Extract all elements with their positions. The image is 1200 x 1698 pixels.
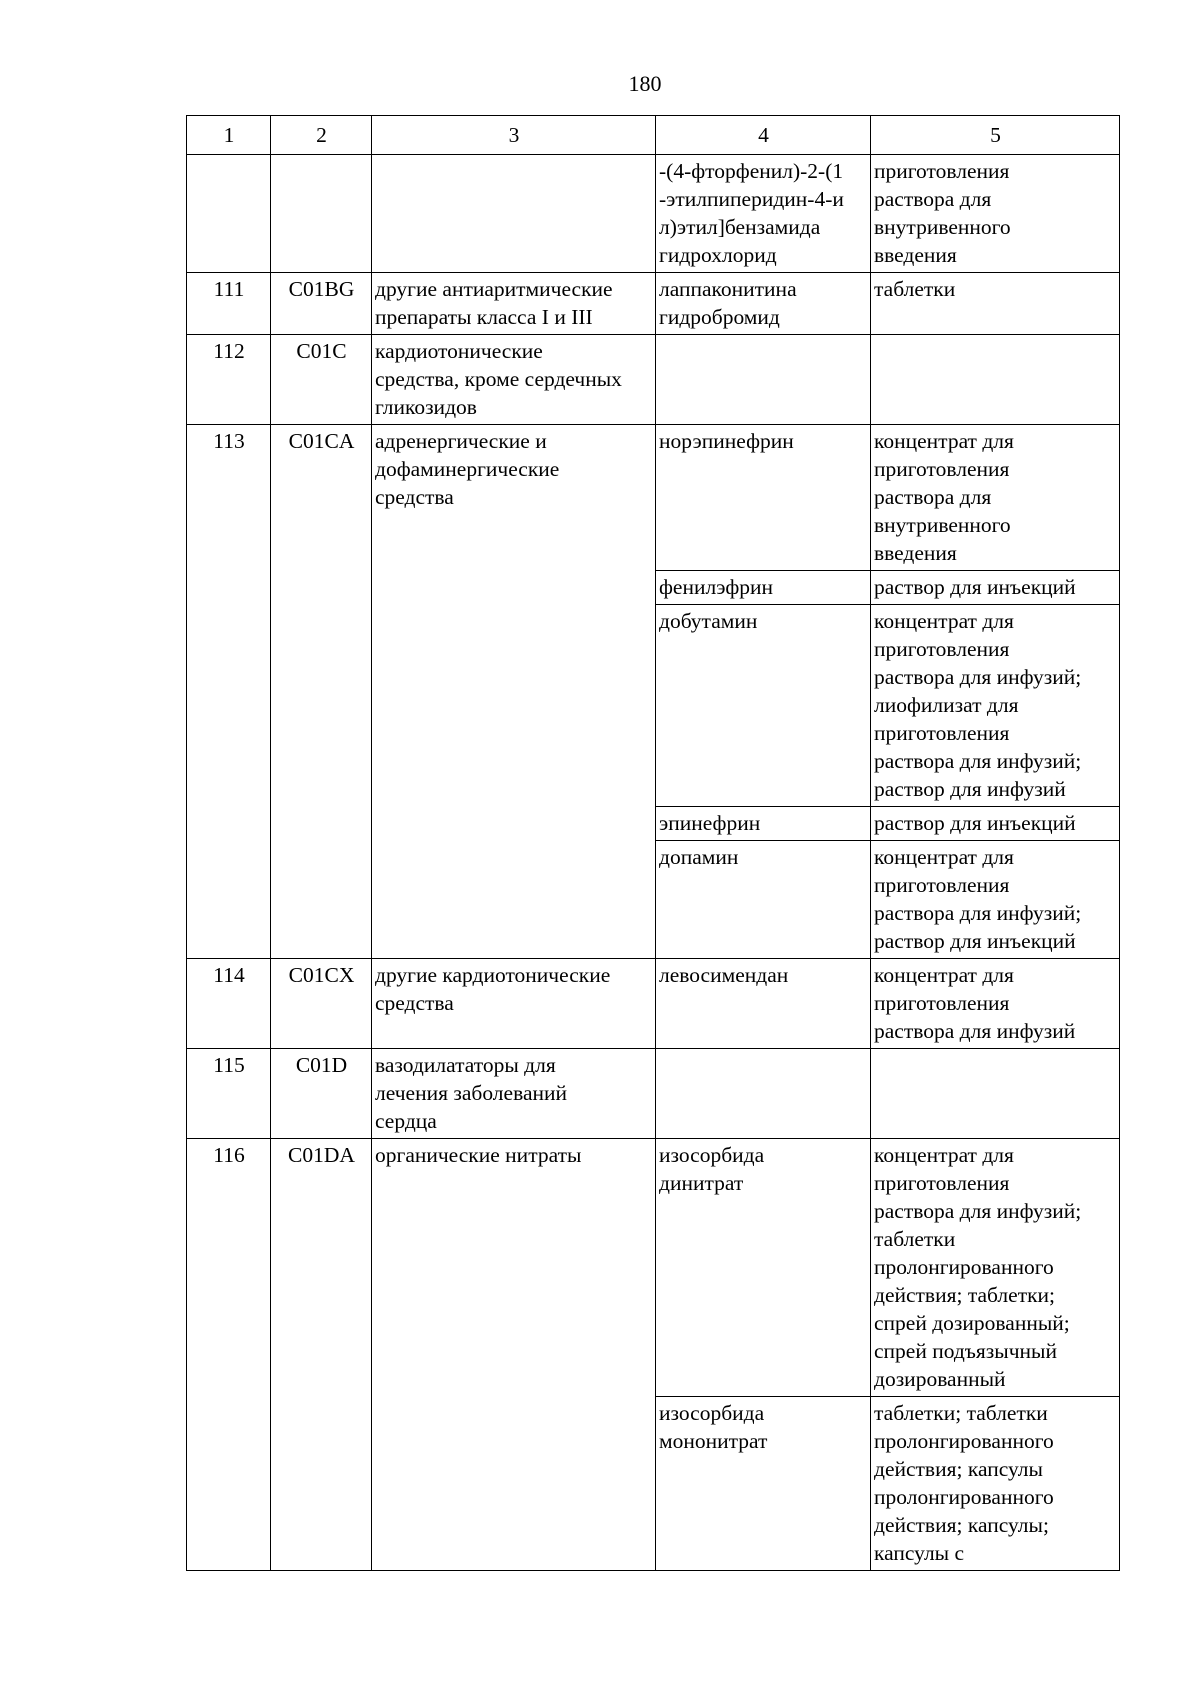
drug-name-cell: фенилэфрин xyxy=(656,571,871,605)
group-name-cell: адренергические и дофаминергические средства xyxy=(372,425,656,959)
table-row xyxy=(187,959,1120,1049)
group-name-cell: органические нитраты xyxy=(372,1139,656,1571)
table-row xyxy=(187,1139,1120,1397)
group-name-cell: кардиотонические средства, кроме сердечных гликозидов xyxy=(372,335,656,425)
dosage-form-cell: раствор для инъекций xyxy=(871,807,1120,841)
header-cell-2: 2 xyxy=(271,116,372,155)
header-cell-3: 3 xyxy=(372,116,656,155)
dosage-form-cell: таблетки xyxy=(871,273,1120,335)
dosage-form-cell: концентрат для приготовления раствора для инфузий; таблетки пролонгированного действия; таблетки; спрей дозированный; спрей подъязычный дозированный xyxy=(871,1139,1120,1397)
table-row xyxy=(187,155,1120,273)
row-number-cell: 114 xyxy=(187,959,271,1049)
atc-code-cell: C01D xyxy=(271,1049,372,1139)
dosage-form-cell: раствор для инъекций xyxy=(871,571,1120,605)
dosage-form-cell: таблетки; таблетки пролонгированного действия; капсулы пролонгированного действия; капсулы; капсулы с xyxy=(871,1397,1120,1571)
dosage-form-cell: приготовления раствора для внутривенного введения xyxy=(871,155,1120,273)
row-number-cell: 115 xyxy=(187,1049,271,1139)
page-number: 180 xyxy=(628,71,662,96)
drug-name-cell: изосорбида мононитрат xyxy=(656,1397,871,1571)
table-header-row xyxy=(187,116,1120,155)
drug-name-cell xyxy=(656,335,871,425)
drug-name-cell xyxy=(656,1049,871,1139)
dosage-form-cell: концентрат для приготовления раствора для инфузий xyxy=(871,959,1120,1049)
row-number-cell: 112 xyxy=(187,335,271,425)
atc-code-cell: C01CA xyxy=(271,425,372,959)
dosage-form-cell: концентрат для приготовления раствора для инфузий; лиофилизат для приготовления раствора для инфузий; раствор для инфузий xyxy=(871,605,1120,807)
drug-name-cell: изосорбида динитрат xyxy=(656,1139,871,1397)
medication-table xyxy=(186,115,1120,1571)
drug-name-cell: эпинефрин xyxy=(656,807,871,841)
drug-name-cell: левосимендан xyxy=(656,959,871,1049)
group-name-cell xyxy=(372,155,656,273)
dosage-form-cell xyxy=(871,335,1120,425)
header-cell-1: 1 xyxy=(187,116,271,155)
table-row xyxy=(187,425,1120,571)
atc-code-cell: C01DA xyxy=(271,1139,372,1571)
table-row xyxy=(187,335,1120,425)
dosage-form-cell: концентрат для приготовления раствора для инфузий; раствор для инъекций xyxy=(871,841,1120,959)
row-number-cell: 116 xyxy=(187,1139,271,1571)
table-row xyxy=(187,1049,1120,1139)
group-name-cell: вазодилататоры для лечения заболеваний сердца xyxy=(372,1049,656,1139)
atc-code-cell: C01C xyxy=(271,335,372,425)
group-name-cell: другие антиаритмические препараты класса I и III xyxy=(372,273,656,335)
group-name-cell: другие кардиотонические средства xyxy=(372,959,656,1049)
row-number-cell: 111 xyxy=(187,273,271,335)
atc-code-cell xyxy=(271,155,372,273)
drug-name-cell: норэпинефрин xyxy=(656,425,871,571)
atc-code-cell: C01BG xyxy=(271,273,372,335)
dosage-form-cell xyxy=(871,1049,1120,1139)
table-row xyxy=(187,273,1120,335)
row-number-cell: 113 xyxy=(187,425,271,959)
header-cell-4: 4 xyxy=(656,116,871,155)
drug-name-cell: допамин xyxy=(656,841,871,959)
header-cell-5: 5 xyxy=(871,116,1120,155)
drug-name-cell: -(4-фторфенил)-2-(1 -этилпиперидин-4-и л)этил]бензамида гидрохлорид xyxy=(656,155,871,273)
dosage-form-cell: концентрат для приготовления раствора для внутривенного введения xyxy=(871,425,1120,571)
atc-code-cell: C01CX xyxy=(271,959,372,1049)
drug-name-cell: добутамин xyxy=(656,605,871,807)
row-number-cell xyxy=(187,155,271,273)
drug-name-cell: лаппаконитина гидробромид xyxy=(656,273,871,335)
